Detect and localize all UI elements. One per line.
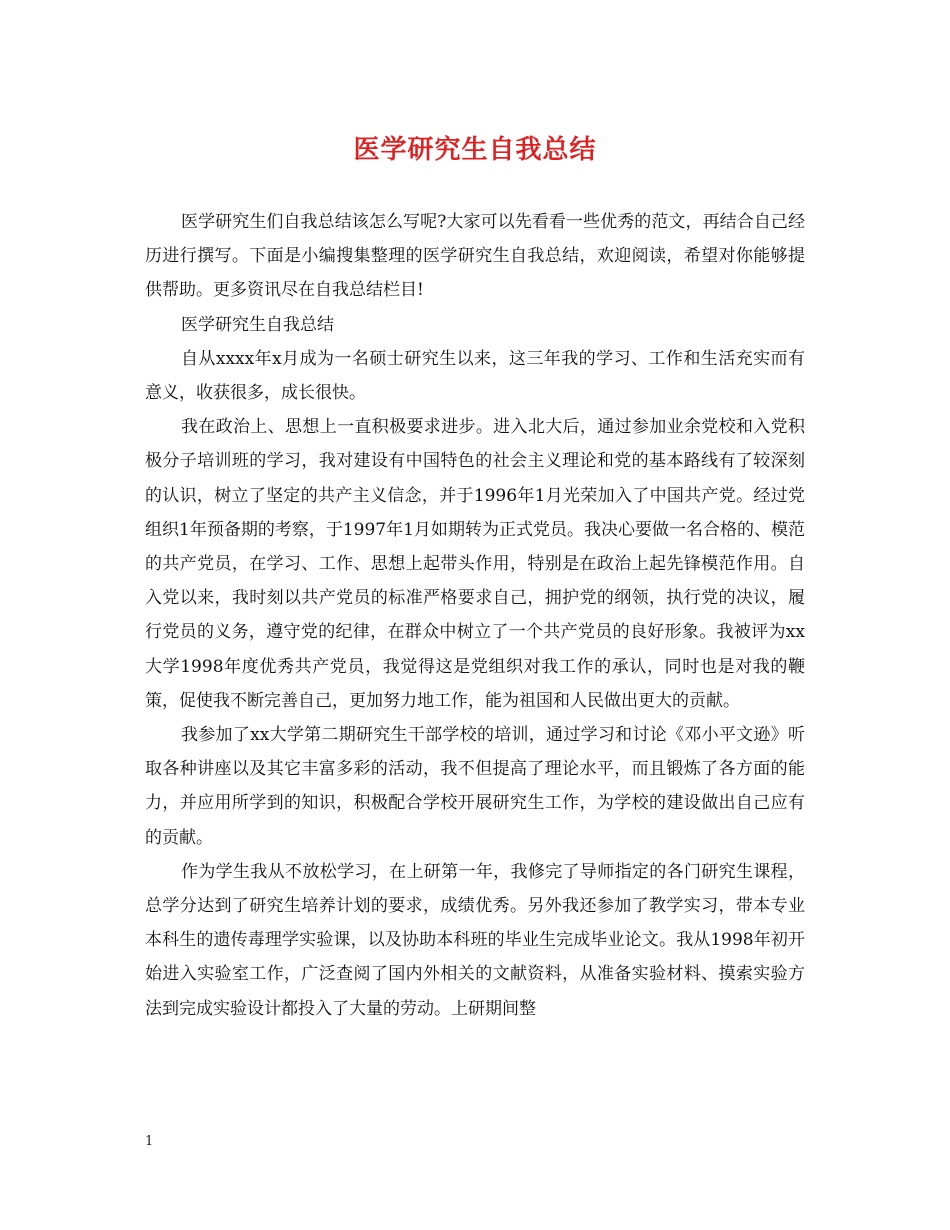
document-body xyxy=(145,205,805,1026)
paragraph-3: 我参加了xx大学第二期研究生干部学校的培训，通过学习和讨论《邓小平文逊》听取各种讲座以及其它丰富多彩的活动，我不但提高了理论水平，而且锻炼了各方面的能力，并应用所学到的知识，积极配合学校开展研究生工作，为学校的建设做出自己应有的贡献。 xyxy=(145,725,805,848)
section-heading: 医学研究生自我总结 xyxy=(181,314,334,335)
paragraph-4: 作为学生我从不放松学习，在上研第一年，我修完了导师指定的各门研究生课程，总学分达到了研究生培养计划的要求，成绩优秀。另外我还参加了教学实习，带本专业本科生的遗传毒理学实验课，以及协助本科班的毕业生完成毕业论文。我从1998年初开始进入实验室工作，广泛查阅了国内外相关的文献资料，从准备实验材料、摸索实验方法到完成实验设计都投入了大量的劳动。上研期间整 xyxy=(145,861,805,1019)
paragraph-1: 自从xxxx年x月成为一名硕士研究生以来，这三年我的学习、工作和生活充实而有意义，收获很多，成长很快。 xyxy=(145,348,805,404)
page-title: 医学研究生自我总结 xyxy=(353,135,597,165)
page-number: 1 xyxy=(145,1134,154,1149)
intro-paragraph: 医学研究生们自我总结该怎么写呢?大家可以先看看一些优秀的范文，再结合自己经历进行撰写。下面是小编搜集整理的医学研究生自我总结，欢迎阅读，希望对你能够提供帮助。更多资讯尽在自我总结栏目! xyxy=(145,212,805,301)
paragraph-2: 我在政治上、思想上一直积极要求进步。进入北大后，通过参加业余党校和入党积极分子培训班的学习，我对建设有中国特色的社会主义理论和党的基本路线有了较深刻的认识，树立了坚定的共产主义信念，并于1996年1月光荣加入了中国共产党。经过党组织1年预备期的考察，于1997年1月如期转为正式党员。我决心要做一名合格的、模范的共产党员，在学习、工作、思想上起带头作用，特别是在政治上起先锋模范作用。自入党以来，我时刻以共产党员的标准严格要求自己，拥护党的纲领，执行党的决议，履行党员的义务，遵守党的纪律，在群众中树立了一个共产党员的良好形象。我被评为xx大学1998年度优秀共产党员，我觉得这是党组织对我工作的承认，同时也是对我的鞭策，促使我不断完善自己，更加努力地工作，能为祖国和人民做出更大的贡献。 xyxy=(145,417,805,711)
